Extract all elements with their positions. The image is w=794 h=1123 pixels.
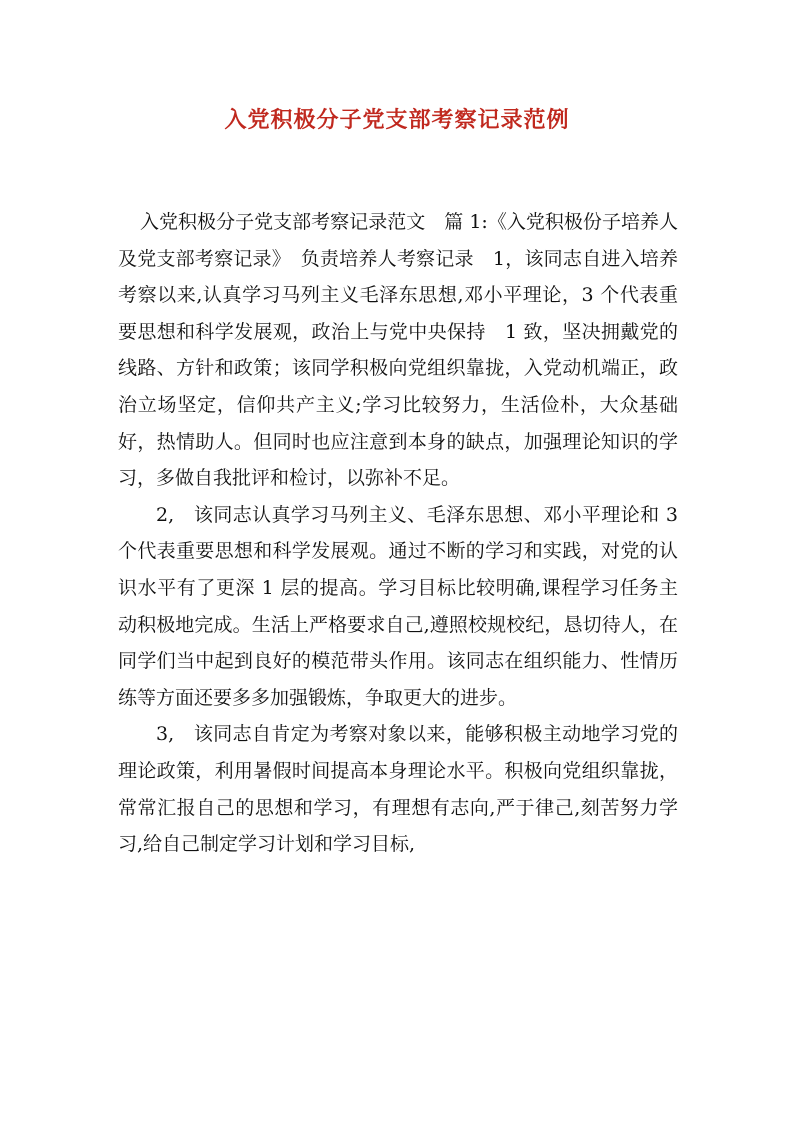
paragraph-3: 3, 该同志自肯定为考察对象以来，能够积极主动地学习党的理论政策，利用暑假时间提高本身理论水平。积极向党组织靠拢，常常汇报自己的思想和学习，有理想有志向,严于律己,刻苦努力学习,给自己制定学习计划和学习目标,: [118, 723, 678, 856]
document-title: 入党积极分子党支部考察记录范例: [224, 107, 570, 133]
paragraph-2: 2, 该同志认真学习马列主义、毛泽东思想、邓小平理论和 3 个代表重要思想和科学发展观。通过不断的学习和实践，对党的认识水平有了更深 1 层的提高。学习目标比较明确,课程学习任务主动积极地完成。生活上严格要求自己,遵照校规校纪，恳切待人，在同学们当中起到良好的模范带头作用。该同志在组织能力、性情历练等方面还要多多加强锻炼，争取更大的进步。: [118, 503, 678, 709]
paragraph-1: 入党积极分子党支部考察记录范文 篇 1:《入党积极份子培养人及党支部考察记录》 负责培养人考察记录 1，该同志自进入培养考察以来,认真学习马列主义毛泽东思想,邓小平理论，3 个代表重要思想和科学发展观，政治上与党中央保持 1 致，坚决拥戴党的线路、方针和政策；该同学积极向党组织靠拢，入党动机端正，政治立场坚定，信仰共产主义;学习比较努力，生活俭朴，大众基础好，热情助人。但同时也应注意到本身的缺点，加强理论知识的学习，多做自我批评和检讨，以弥补不足。: [118, 211, 678, 490]
document-body: [118, 204, 678, 863]
